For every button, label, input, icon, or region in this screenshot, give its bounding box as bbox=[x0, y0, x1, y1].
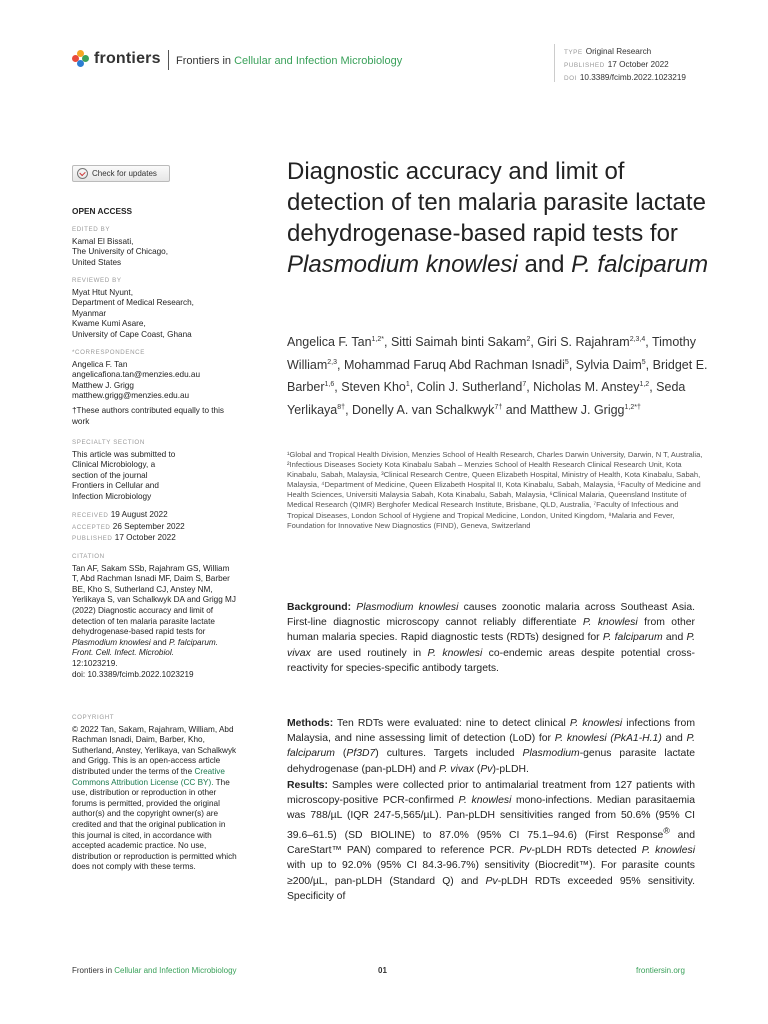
author-name: , Colin J. Sutherland bbox=[409, 380, 523, 395]
author-affiliation-sup: 2,3 bbox=[327, 358, 338, 366]
affiliations: ¹Global and Tropical Health Division, Menzies School of Health Research, Charles Darwin University, Darwin, N T, Australia, ²Infectious Diseases Society Kota Kinabalu Sabah – Menzies School of Health Research Clinical Research Unit, Kota Kinabalu, Sabah, Malaysia, ³Clinical Research Centre, Queen Elizabeth Hospital, Ministry of Health, Kota Kinabalu, Sabah, Malaysia, ⁴Department of Medicine, Queen Elizabeth Hospital II, Kota Kinabalu, Sabah, Malaysia, ⁵Faculty of Medicine and Health Sciences, Universiti Malaysia Sabah, Kota Kinabalu, Sabah, Malaysia, ⁶Clinical Malaria, Queensland Institute of Medical Research (QIMR) Berghofer Medical Research Institute, Brisbane, QLD, Australia, ⁷Faculty of Infectious and Tropical Diseases, London School of Hygiene and Tropical Medicine, London, United Kingdom, ⁸Malaria and Fever, Foundation for Innovative New Diagnostics (FIND), Geneva, Switzerland bbox=[287, 450, 703, 530]
author-affiliation-sup: 1,2* bbox=[371, 336, 385, 343]
email-link-grigg[interactable]: matthew.grigg@menzies.edu.au bbox=[72, 391, 190, 401]
author-name: , Nicholas M. Anstey bbox=[526, 380, 640, 395]
frontiersin-link[interactable]: frontiersin.org bbox=[636, 966, 685, 975]
author-name: Angelica F. Tan bbox=[287, 335, 372, 350]
copyright: COPYRIGHT © 2022 Tan, Sakam, Rajahram, William, Abd Rachman Isnadi, Daim, Barber, Kho, Sutherland, Anstey, Yerlikaya, van Schalkwyk and Grigg. This is an open-access article distributed under the terms of the Creative Commons Attribution License (CC BY). The use, distribution or reproduction in other forums is permitted, provided the original author(s) and the copyright owner(s) are credited and that the original publication in this journal is cited, in accordance with accepted academic practice. No use, distribution or reproduction is permitted which does not comply with these terms. bbox=[72, 714, 237, 872]
header-divider bbox=[168, 50, 169, 70]
check-updates-icon bbox=[77, 168, 88, 179]
email-link-tan[interactable]: angelicafiona.tan@menzies.edu.au bbox=[72, 370, 201, 380]
author-name: , Steven Kho bbox=[334, 380, 406, 395]
author-affiliation-sup: 8† bbox=[337, 403, 346, 411]
footer-journal[interactable]: Frontiers in Cellular and Infection Microbiology bbox=[72, 966, 237, 975]
reviewed-by: REVIEWED BY Myat Htut Nyunt, Department of Medical Research, Myanmar Kwame Kumi Asare, University of Cape Coast, Ghana bbox=[72, 277, 194, 339]
citation: CITATION Tan AF, Sakam SSb, Rajahram GS, William T, Abd Rachman Isnadi MF, Daim S, Barber BE, Kho S, Sutherland CJ, Anstey NM, Yerlikaya S, van Schalkwyk DA and Grigg MJ (2022) Diagnostic accuracy and limit of detection of ten malaria parasite lactate dehydrogenase-based rapid tests for Plasmodium knowlesi and P. falciparum. Front. Cell. Infect. Microbiol. 12:1023219. doi: 10.3389/fcimb.2022.1023219 bbox=[72, 553, 236, 679]
author-name: , Seda Yerlikaya bbox=[287, 380, 686, 418]
frontiers-logo-icon bbox=[72, 50, 90, 68]
abstract-background: Background: Plasmodium knowlesi causes zoonotic malaria across Southeast Asia. First-line diagnostic microscopy cannot reliably differentiate P. knowlesi from other human malaria species. Rapid diagnostic tests (RDTs) designed for P. falciparum and P. vivax are used routinely in P. knowlesi co-endemic areas despite potential cross-reactivity for species-specific antibody targets. bbox=[287, 602, 696, 674]
dates: RECEIVED 19 August 2022 ACCEPTED 26 September 2022 PUBLISHED 17 October 2022 bbox=[72, 510, 185, 543]
journal-name[interactable]: Frontiers in Cellular and Infection Microbiology bbox=[176, 55, 403, 67]
author-name: , Sylvia Daim bbox=[568, 357, 642, 372]
author-name: , Sitti Saimah binti Sakam bbox=[384, 335, 527, 350]
author-name: , Donelly A. van Schalkwyk bbox=[345, 403, 495, 418]
author-affiliation-sup: 2,3,4 bbox=[629, 336, 646, 343]
meta-divider bbox=[554, 44, 555, 82]
author-affiliation-sup: 5 bbox=[641, 358, 646, 366]
article-title: Diagnostic accuracy and limit of detection of ten malaria parasite lactate dehydrogenase-based rapid tests for Plasmodium knowlesi and P. falciparum bbox=[287, 158, 709, 278]
open-access-label: OPEN ACCESS bbox=[72, 206, 133, 216]
frontiers-logo[interactable] bbox=[72, 50, 161, 68]
page-number: 01 bbox=[378, 966, 387, 975]
author-name: and Matthew J. Grigg bbox=[502, 403, 625, 418]
doi-link[interactable]: 10.3389/fcimb.2022.1023219 bbox=[579, 73, 686, 82]
author-affiliation-sup: 1,2*† bbox=[624, 403, 641, 411]
check-for-updates-button[interactable]: Check for updates bbox=[72, 165, 170, 182]
author-affiliation-sup: 7† bbox=[494, 403, 503, 411]
author-affiliation-sup: 5 bbox=[564, 358, 569, 366]
author-affiliation-sup: 1 bbox=[405, 381, 410, 389]
article-meta: TYPE Original Research PUBLISHED 17 October 2022 DOI 10.3389/fcimb.2022.1023219 bbox=[564, 47, 686, 82]
specialty-section: SPECIALTY SECTION This article was submitted to Clinical Microbiology, a section of the journal Frontiers in Cellular and Infection Microbiology bbox=[72, 439, 176, 501]
author-affiliation-sup: 1,2 bbox=[639, 381, 650, 389]
correspondence: *CORRESPONDENCE Angelica F. Tan angelicafiona.tan@menzies.edu.au Matthew J. Grigg matthew.grigg@menzies.edu.au bbox=[72, 348, 242, 402]
author-list bbox=[287, 330, 717, 421]
edited-by: EDITED BY Kamal El Bissati, The University of Chicago, United States bbox=[72, 226, 169, 267]
equal-contribution-note: †These authors contributed equally to this work bbox=[72, 406, 225, 426]
author-name: , Giri S. Rajahram bbox=[530, 335, 630, 350]
abstract-results: Results: Samples were collected prior to antimalarial treatment from 127 patients with microscopy-positive PCR-confirmed P. knowlesi mono-infections. Median parasitaemia was 788/µL (IQR 247-5,565/µL). Pan-pLDH sensitivities ranged from 50.6% (95% CI 39.6–61.5) (SD BIOLINE) to 87.0% (95% CI 75.1–94.6) (First Response® and CareStart™ PAN) compared to reference PCR. Pv-pLDH RDTs detected P. knowlesi with up to 92.0% (95% CI 84.3-96.7%) sensitivity (Biocredit™). For parasite counts ≥200/µL, pan-pLDH (Standard Q) and Pv-pLDH RDTs exceeded 95% sensitivity. Specificity of bbox=[287, 780, 696, 902]
author-affiliation-sup: 1,6 bbox=[324, 381, 335, 389]
author-affiliation-sup: 2 bbox=[526, 336, 531, 343]
author-affiliation-sup: 7 bbox=[522, 381, 527, 389]
logo-text: frontiers bbox=[94, 50, 161, 67]
author-name: , Timothy William bbox=[287, 335, 696, 372]
cc-by-license-link[interactable]: Creative Commons Attribution License (CC BY). bbox=[72, 766, 225, 787]
abstract-methods: Methods: Ten RDTs were evaluated: nine to detect clinical P. knowlesi infections from Malaysia, and nine assessing limit of detection (LoD) for P. knowlesi (PkA1-H.1) and P. falciparum (Pf3D7) cultures. Targets included Plasmodium-genus parasite lactate dehydrogenase (pan-pLDH) and P. vivax (Pv)-pLDH. bbox=[287, 718, 695, 775]
author-name: , Bridget E. Barber bbox=[287, 357, 708, 395]
author-name: , Mohammad Faruq Abd Rachman Isnadi bbox=[337, 357, 565, 372]
